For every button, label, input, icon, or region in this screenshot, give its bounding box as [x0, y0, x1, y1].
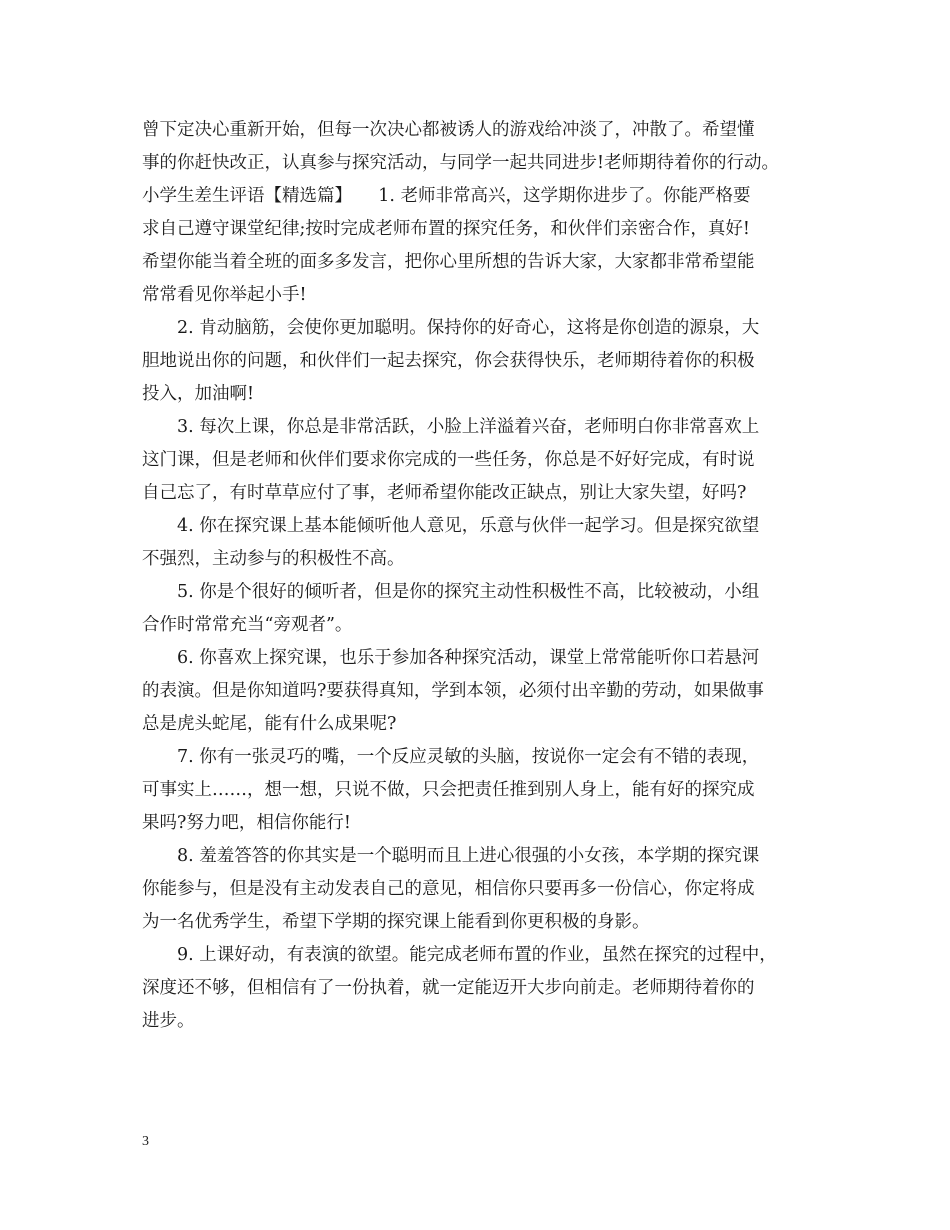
text-line: 曾下定决心重新开始，但每一次决心都被诱人的游戏给冲淡了，冲散了。希望懂 — [142, 120, 755, 140]
comment-item-6: 6. 你喜欢上探究课，也乐于参加各种探究活动，课堂上常常能听你口若悬河 — [177, 648, 760, 668]
text-line: 合作时常常充当“旁观者”。 — [142, 615, 353, 635]
comment-item-2: 2. 肯动脑筋，会使你更加聪明。保持你的好奇心，这将是你创造的源泉，大 — [177, 318, 760, 338]
comment-item-7: 7. 你有一张灵巧的嘴，一个反应灵敏的头脑，按说你一定会有不错的表现， — [177, 747, 760, 767]
text-line: 常常看见你举起小手! — [142, 285, 307, 305]
comment-item-3: 3. 每次上课，你总是非常活跃，小脸上洋溢着兴奋，老师明白你非常喜欢上 — [177, 417, 760, 437]
page-number: 3 — [142, 1134, 149, 1149]
text-line: 自己忘了，有时草草应付了事，老师希望你能改正缺点，别让大家失望，好吗? — [142, 483, 747, 503]
text-line: 投入，加油啊! — [142, 384, 255, 404]
text-line: 果吗?努力吧，相信你能行! — [142, 813, 351, 833]
text-line: 可事实上……，想一想，只说不做，只会把责任推到别人身上，能有好的探究成 — [142, 780, 755, 800]
comment-item-5: 5. 你是个很好的倾听者，但是你的探究主动性积极性不高，比较被动，小组 — [177, 582, 760, 602]
comment-item-9: 9. 上课好动，有表演的欲望。能完成老师布置的作业，虽然在探究的过程中， — [177, 945, 777, 965]
section-heading-line: 小学生差生评语【精选篇】 1. 老师非常高兴，这学期你进步了。你能严格要 — [142, 186, 751, 206]
text-line: 事的你赶快改正，认真参与探究活动，与同学一起共同进步!老师期待着你的行动。 — [142, 153, 780, 173]
comment-item-4: 4. 你在探究课上基本能倾听他人意见，乐意与伙伴一起学习。但是探究欲望 — [177, 516, 760, 536]
text-line: 总是虎头蛇尾，能有什么成果呢? — [142, 714, 397, 734]
text-line: 这门课，但是老师和伙伴们要求你完成的一些任务，你总是不好好完成，有时说 — [142, 450, 755, 470]
text-line: 深度还不够，但相信有了一份执着，就一定能迈开大步向前走。老师期待着你的 — [142, 978, 755, 998]
text-line: 求自己遵守课堂纪律;按时完成老师布置的探究任务，和伙伴们亲密合作，真好! — [142, 219, 750, 239]
text-line: 你能参与，但是没有主动发表自己的意见，相信你只要再多一份信心，你定将成 — [142, 879, 755, 899]
text-line: 为一名优秀学生，希望下学期的探究课上能看到你更积极的身影。 — [142, 912, 650, 932]
comment-item-8: 8. 羞羞答答的你其实是一个聪明而且上进心很强的小女孩，本学期的探究课 — [177, 846, 760, 866]
text-line: 希望你能当着全班的面多多发言，把你心里所想的告诉大家，大家都非常希望能 — [142, 252, 755, 272]
text-line: 不强烈，主动参与的积极性不高。 — [142, 549, 405, 569]
document-body — [142, 114, 822, 1038]
text-line: 的表演。但是你知道吗?要获得真知，学到本领，必须付出辛勤的劳动，如果做事 — [142, 681, 764, 701]
text-line: 进步。 — [142, 1011, 195, 1031]
text-line: 胆地说出你的问题，和伙伴们一起去探究，你会获得快乐，老师期待着你的积极 — [142, 351, 755, 371]
